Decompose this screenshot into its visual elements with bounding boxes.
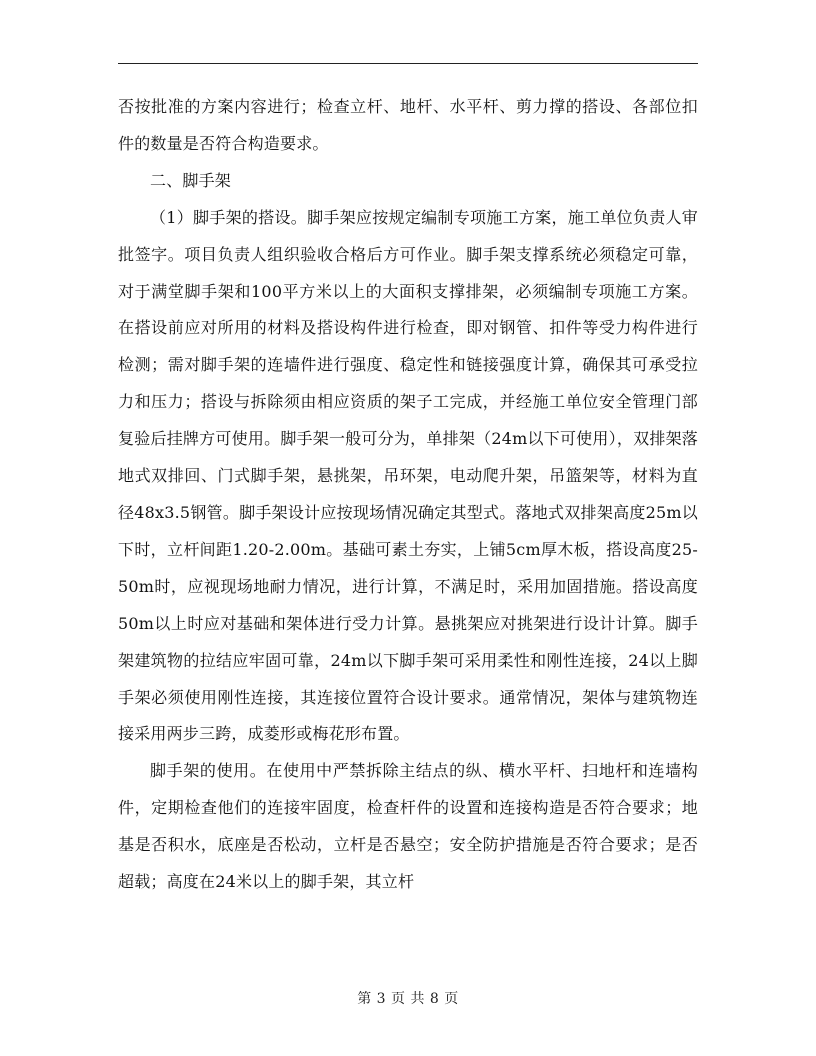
- section-heading: 二、脚手架: [150, 170, 232, 190]
- paragraph-scaffold-use: 脚手架的使用。在使用中严禁拆除主结点的纵、横水平杆、扫地杆和连墙构件，定期检查他们的连接牢固度，检查杆件的设置和连接构造是否符合要求；地基是否积水，底座是否松动，立杆是否悬空；安全防护措施是否符合要求；是否超载；高度在24米以上的脚手架，其立杆: [118, 761, 698, 892]
- document-body: [118, 89, 698, 901]
- paragraph-continuation: 否按批准的方案内容进行；检查立杆、地杆、水平杆、剪力撑的搭设、各部位扣件的数量是否符合构造要求。: [118, 97, 698, 153]
- header-rule: [118, 63, 698, 64]
- paragraph-scaffold-erection: （1）脚手架的搭设。脚手架应按规定编制专项施工方案，施工单位负责人审批签字。项目负责人组织验收合格后方可作业。脚手架支撑系统必须稳定可靠，对于满堂脚手架和100平方米以上的大面积支撑排架，必须编制专项施工方案。在搭设前应对所用的材料及搭设构件进行检查，即对钢管、扣件等受力构件进行检测；需对脚手架的连墙件进行强度、稳定性和链接强度计算，确保其可承受拉力和压力；搭设与拆除须由相应资质的架子工完成，并经施工单位安全管理门部复验后挂牌方可使用。脚手架一般可分为，单排架（24m以下可使用），双排架落地式双排回、门式脚手架，悬挑架，吊环架，电动爬升架，吊篮架等，材料为直径48x3.5钢管。脚手架设计应按现场情况确定其型式。落地式双排架高度25m以下时，立杆间距1.20-2.00m。基础可素土夯实，上铺5cm厚木板，搭设高度25-50m时，应视现场地耐力情况，进行计算，不满足时，采用加固措施。搭设高度50m以上时应对基础和架体进行受力计算。悬挑架应对挑架进行设计计算。脚手架建筑物的拉结应牢固可靠，24m以下脚手架可采用柔性和刚性连接，24以上脚手架必须使用刚性连接，其连接位置符合设计要求。通常情况，架体与建筑物连接采用两步三跨，成菱形或梅花形布置。: [118, 207, 698, 744]
- page-number-footer: 第 3 页 共 8 页: [357, 991, 459, 1007]
